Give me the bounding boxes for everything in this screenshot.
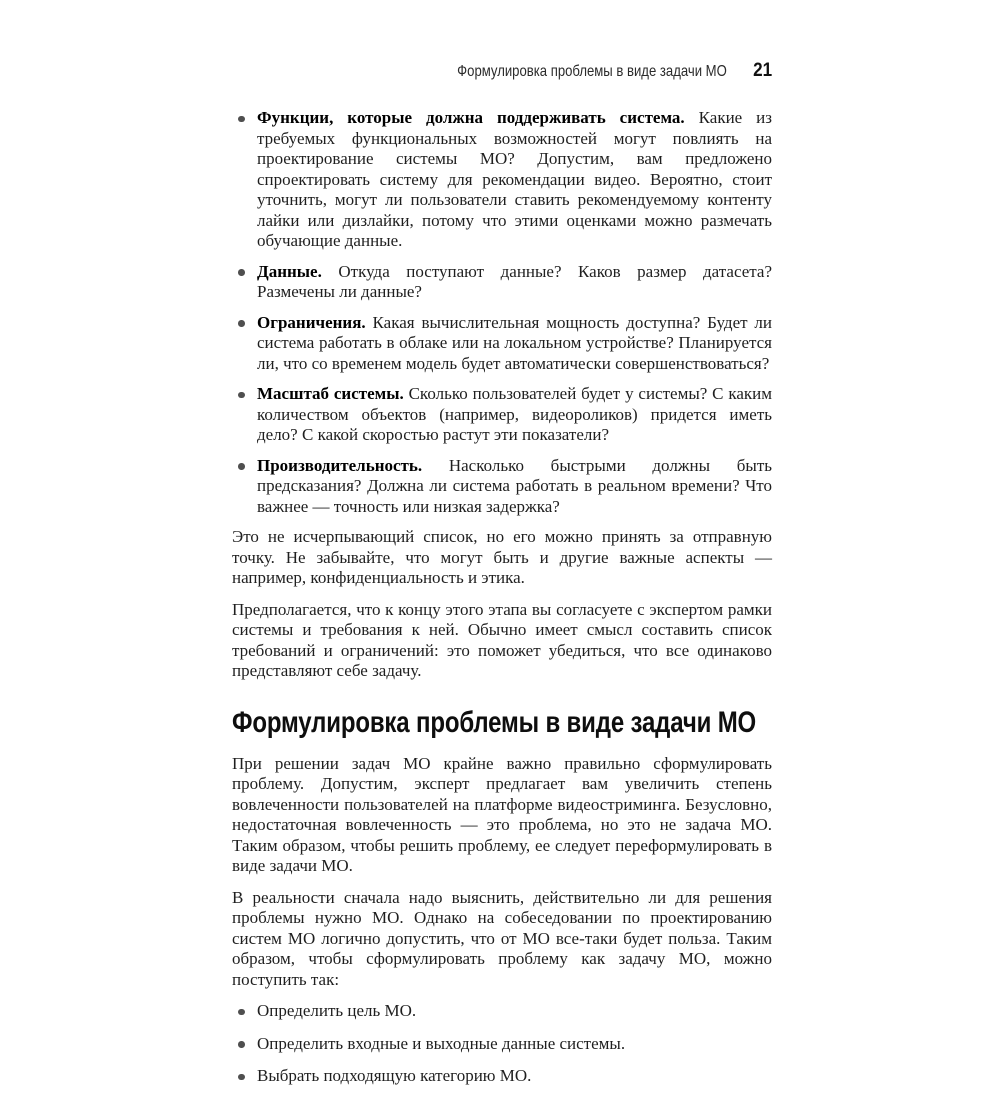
paragraph: Предполагается, что к концу этого этапа вы согласуете с экспертом рамки системы и требования к ней. Обычно имеет смысл составить список требований и ограничений: это поможет убедиться, что все одинаково представляют себе задачу.	[232, 599, 772, 680]
list-item-text: Определить входные и выходные данные системы.	[257, 1033, 626, 1053]
list-item	[232, 456, 772, 518]
list-item-text: Сколько пользователей будет у системы? С каким количеством объектов (например, видеороликов) придется иметь дело? С какой скоростью растут эти показатели?	[257, 384, 773, 444]
list-item	[232, 262, 772, 303]
section-heading: Формулировка проблемы в виде задачи МО	[232, 705, 757, 739]
list-item	[232, 384, 772, 446]
list-item-text: Какая вычислительная мощность доступна? Будет ли система работать в облаке или на локальном устройстве? Планируется ли, что со временем модель будет автоматически совершенствоваться?	[257, 312, 772, 373]
paragraph: Это не исчерпывающий список, но его можно принять за отправную точку. Не забывайте, что могут быть и другие важные аспекты — например, конфиденциальность и этика.	[232, 527, 772, 587]
list-item-term: Данные.	[257, 261, 322, 281]
steps-list	[232, 1001, 772, 1087]
list-item-term: Функции, которые должна поддерживать система.	[257, 108, 685, 127]
list-item	[232, 313, 772, 375]
list-item-term: Масштаб системы.	[257, 384, 404, 403]
list-item-text: Откуда поступают данные? Каков размер датасета? Размечены ли данные?	[257, 261, 772, 301]
paragraph: При решении задач МО крайне важно правильно сформулировать проблему. Допустим, эксперт предлагает вам увеличить степень вовлеченности пользователей на платформе видеостриминга. Безусловно, недостаточная вовлеченность — это проблема, но это не задача МО. Таким образом, чтобы решить проблему, ее следует переформулировать в виде задачи МО.	[232, 753, 772, 875]
list-item	[232, 108, 772, 252]
list-item-text: Определить цель МО.	[257, 1001, 417, 1020]
list-item	[232, 1066, 772, 1087]
paragraph: В реальности сначала надо выяснить, действительно ли для решения проблемы нужно МО. Однако на собеседовании по проектированию систем МО логично допустить, что от МО все-таки будет польза. Таким образом, чтобы сформулировать проблему как задачу МО, можно поступить так:	[232, 887, 772, 989]
page-number: 21	[752, 60, 772, 81]
list-item-text: Выбрать подходящую категорию МО.	[257, 1066, 532, 1085]
running-head	[398, 60, 772, 82]
list-item-text: Какие из требуемых функциональных возможностей могут повлиять на проектирование системы МО? Допустим, вам предложено спроектировать систему для рекомендации видео. Вероятно, стоит уточнить, могут ли пользователи ставить рекомендуемому контенту лайки или дизлайки, потому что этими оценками можно размечать обучающие данные.	[257, 108, 772, 250]
page-content	[232, 108, 772, 1099]
list-item	[232, 1034, 772, 1055]
list-item-text: Насколько быстрыми должны быть предсказания? Должна ли система работать в реальном времени? Что важнее — точность или низкая задержка?	[257, 455, 772, 516]
running-head-title: Формулировка проблемы в виде задачи МО	[457, 63, 727, 80]
list-item-term: Производительность.	[257, 455, 423, 475]
list-item	[232, 1001, 772, 1022]
list-item-term: Ограничения.	[257, 312, 366, 332]
requirements-list	[232, 108, 772, 517]
